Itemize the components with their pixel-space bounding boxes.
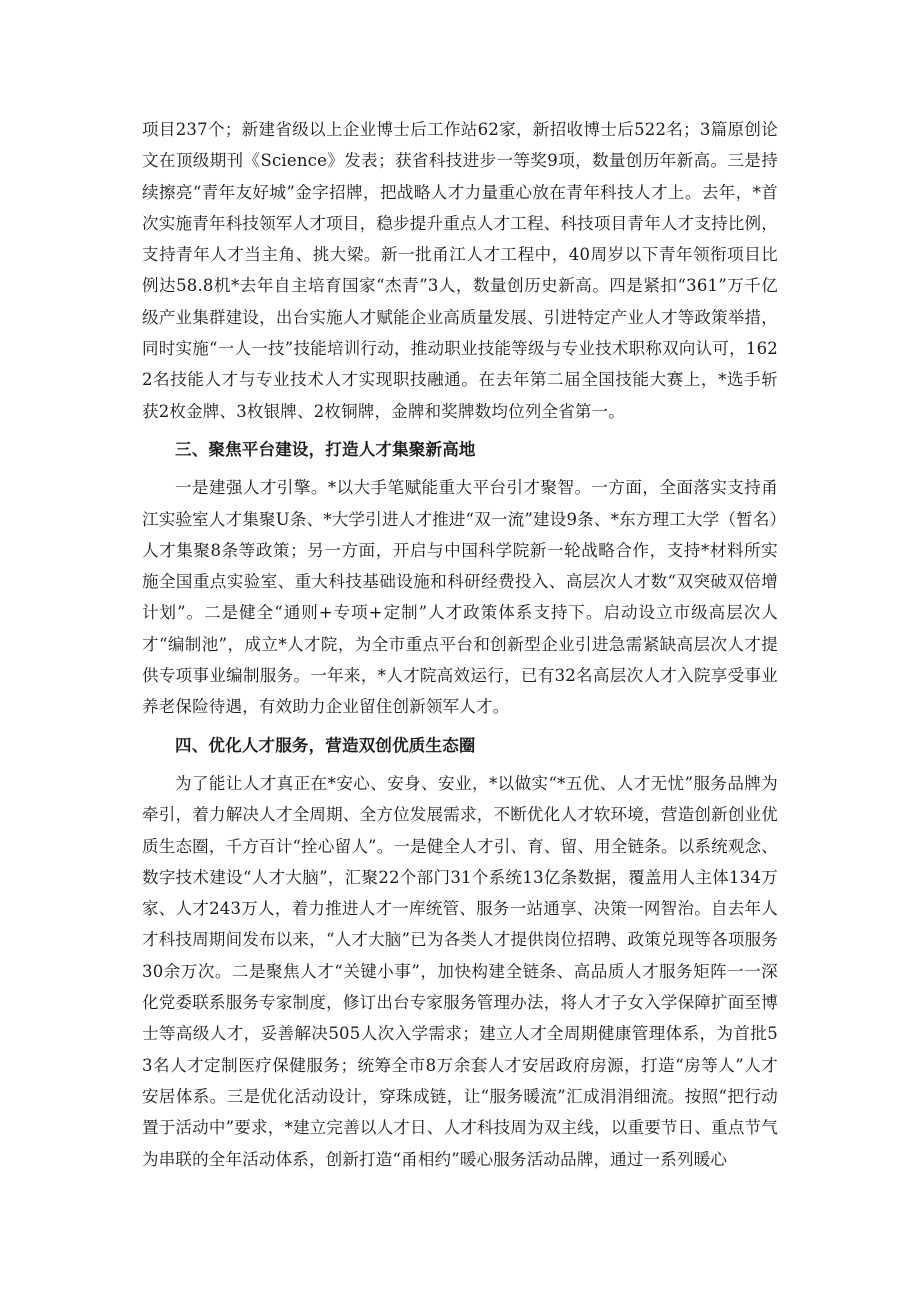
body-paragraph-1: 项目237个；新建省级以上企业博士后工作站62家，新招收博士后522名；3篇原创论文在顶级期刊《Science》发表；获省科技进步一等奖9项，数量创历年新高。三是持续擦亮“青年友好城”金字招牌，把战略人才力量重心放在青年科技人才上。去年，*首次实施青年科技领军人才项目，稳步提升重点人才工程、科技项目青年人才支持比例，支持青年人才当主角、挑大梁。新一批甬江人才工程中，40周岁以下青年领衔项目比例达58.8机*去年自主培育国家“杰青”3人，数量创历史新高。四是紧扣“361”万千亿级产业集群建设，出台实施人才赋能企业高质量发展、引进特定产业人才等政策举措，同时实施“一人一技”技能培训行动，推动职业技能等级与专业技术职称双向认可，1622名技能人才与专业技术人才实现职技融通。在去年第二届全国技能大赛上，*选手斩获2枚金牌、3枚银牌、2枚铜牌，金牌和奖牌数均位列全省第一。 [142,120,778,421]
body-paragraph-2: 一是建强人才引擎。*以大手笔赋能重大平台引才聚智。一方面，全面落实支持甬江实验室人才集聚U条、*大学引进人才推进“双一流”建设9条、*东方理工大学（暂名）人才集聚8条等政策；另一方面，开启与中国科学院新一轮战略合作，支持*材料所实施全国重点实验室、重大科技基础设施和科研经费投入、高层次人才数“双突破双倍增计划”。二是健全“通则+专项+定制”人才政策体系支持下。启动设立市级高层次人才“编制池”，成立*人才院，为全市重点平台和创新型企业引进急需紧缺高层次人才提供专项事业编制服务。一年来，*人才院高效运行，已有32名高层次人才入院享受事业养老保险待遇，有效助力企业留住创新领军人才。 [142,478,778,717]
section-heading-3: 三、聚焦平台建设，打造人才集聚新高地 [175,439,476,459]
body-paragraph-3: 为了能让人才真正在*安心、安身、安业，*以做实“*五优、人才无忧”服务品牌为牵引，着力解决人才全周期、全方位发展需求，不断优化人才软环境，营造创新创业优质生态圈，千方百计“拴心留人”。一是健全人才引、育、留、用全链条。以系统观念、数字技术建设“人才大脑”，汇聚22个部门31个系统13亿条数据，覆盖用人主体134万家、人才243万人，着力推进人才一库统管、服务一站通享、决策一网智治。自去年人才科技周期间发布以来，“人才大脑”已为各类人才提供岗位招聘、政策兑现等各项服务30余万次。二是聚焦人才“关键小事”，加快构建全链条、高品质人才服务矩阵一一深化党委联系服务专家制度，修订出台专家服务管理办法，将人才子女入学保障扩面至博士等高级人才，妥善解决505人次入学需求；建立人才全周期健康管理体系，为首批53名人才定制医疗保健服务；统筹全市8万余套人才安居政府房源，打造“房等人”人才安居体系。三是优化活动设计，穿珠成链，让“服务暖流”汇成涓涓细流。按照“把行动置于活动中”要求，*建立完善以人才日、人才科技周为双主线，以重要节日、重点节气为串联的全年活动体系，创新打造“甬相约”暖心服务活动品牌，通过一系列暖心 [142,773,778,1169]
section-heading-4: 四、优化人才服务，营造双创优质生态圈 [175,735,476,755]
